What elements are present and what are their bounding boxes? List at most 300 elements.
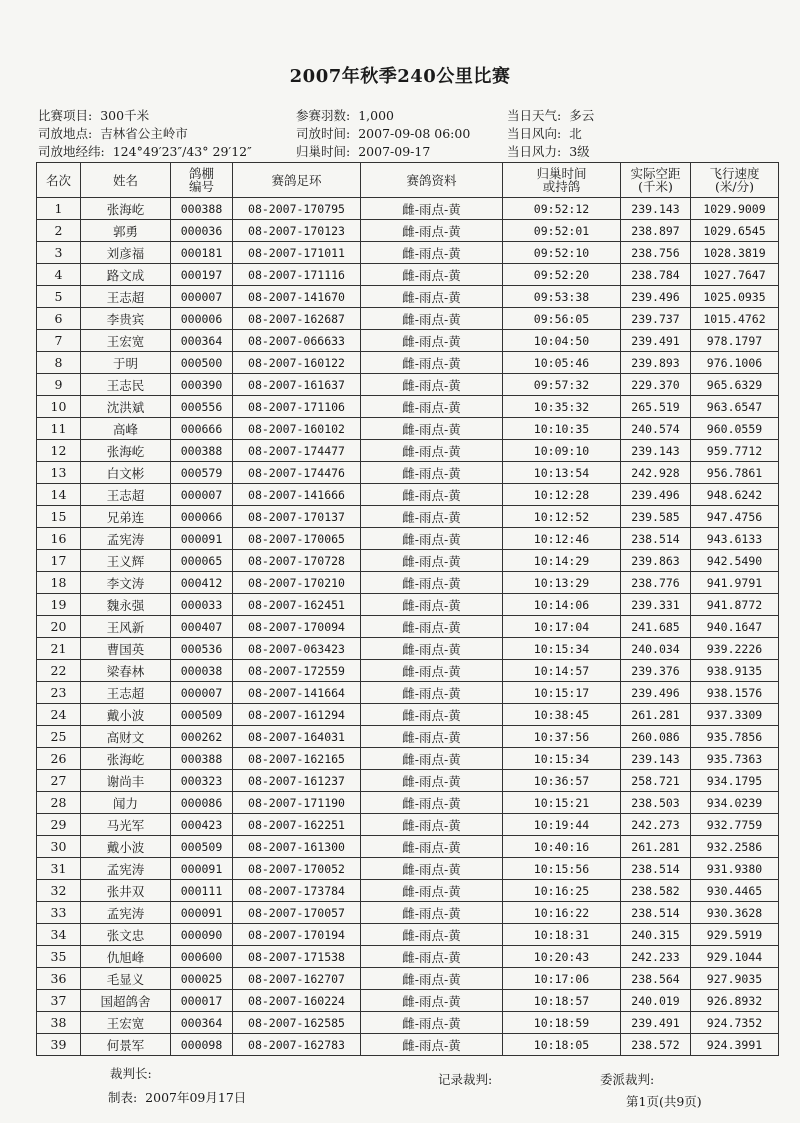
table-row xyxy=(37,550,779,572)
name-cell: 马光军 xyxy=(81,814,171,836)
info-key: 当日风力: xyxy=(507,144,562,159)
distance-cell: 239.863 xyxy=(621,550,691,572)
rank-cell: 27 xyxy=(37,770,81,792)
table-row xyxy=(37,528,779,550)
rank-cell: 18 xyxy=(37,572,81,594)
ring-cell: 08-2007-170057 xyxy=(233,902,361,924)
pigeon-info-cell: 雌-雨点-黄 xyxy=(361,924,503,946)
distance-cell: 239.496 xyxy=(621,682,691,704)
loft-no-cell: 000197 xyxy=(171,264,233,286)
speed-cell: 938.9135 xyxy=(691,660,779,682)
ring-cell: 08-2007-161300 xyxy=(233,836,361,858)
table-row xyxy=(37,638,779,660)
ring-cell: 08-2007-162251 xyxy=(233,814,361,836)
table-row xyxy=(37,792,779,814)
return-time-cell: 10:13:54 xyxy=(503,462,621,484)
rank-cell: 12 xyxy=(37,440,81,462)
speed-cell: 965.6329 xyxy=(691,374,779,396)
return-time-cell: 10:15:17 xyxy=(503,682,621,704)
return-time-cell: 10:15:34 xyxy=(503,638,621,660)
table-row xyxy=(37,990,779,1012)
return-time-cell: 09:53:38 xyxy=(503,286,621,308)
pigeon-info-cell: 雌-雨点-黄 xyxy=(361,770,503,792)
pigeon-info-cell: 雌-雨点-黄 xyxy=(361,550,503,572)
pigeon-info-cell: 雌-雨点-黄 xyxy=(361,638,503,660)
pigeon-info-cell: 雌-雨点-黄 xyxy=(361,396,503,418)
return-time-cell: 10:14:06 xyxy=(503,594,621,616)
return-time-cell: 10:15:56 xyxy=(503,858,621,880)
ring-cell: 08-2007-162165 xyxy=(233,748,361,770)
ring-cell: 08-2007-171106 xyxy=(233,396,361,418)
info-item xyxy=(507,124,582,142)
distance-cell: 239.491 xyxy=(621,330,691,352)
loft-no-cell: 000090 xyxy=(171,924,233,946)
distance-cell: 258.721 xyxy=(621,770,691,792)
loft-no-cell: 000007 xyxy=(171,682,233,704)
info-key: 司放地经纬: xyxy=(38,144,105,159)
name-cell: 闻力 xyxy=(81,792,171,814)
table-row xyxy=(37,440,779,462)
info-item xyxy=(507,106,594,124)
ring-cell: 08-2007-162451 xyxy=(233,594,361,616)
table-row xyxy=(37,946,779,968)
return-time-cell: 10:40:16 xyxy=(503,836,621,858)
pigeon-info-cell: 雌-雨点-黄 xyxy=(361,528,503,550)
rank-cell: 37 xyxy=(37,990,81,1012)
rank-cell: 3 xyxy=(37,242,81,264)
return-time-cell: 10:18:59 xyxy=(503,1012,621,1034)
header-name: 姓名 xyxy=(81,163,171,198)
return-time-cell: 09:52:10 xyxy=(503,242,621,264)
page-title: 2007年秋季240公里比赛 xyxy=(289,66,511,87)
distance-cell: 238.582 xyxy=(621,880,691,902)
pigeon-info-cell: 雌-雨点-黄 xyxy=(361,286,503,308)
pigeon-info-cell: 雌-雨点-黄 xyxy=(361,198,503,220)
info-value: 多云 xyxy=(569,108,595,123)
return-time-cell: 10:12:52 xyxy=(503,506,621,528)
return-time-cell: 09:52:12 xyxy=(503,198,621,220)
rank-cell: 26 xyxy=(37,748,81,770)
table-row xyxy=(37,968,779,990)
info-value: 300千米 xyxy=(100,108,150,123)
made-date: 2007年09月17日 xyxy=(145,1090,247,1105)
speed-cell: 1025.0935 xyxy=(691,286,779,308)
name-cell: 高峰 xyxy=(81,418,171,440)
pigeon-info-cell: 雌-雨点-黄 xyxy=(361,506,503,528)
table-row xyxy=(37,286,779,308)
name-cell: 张海屹 xyxy=(81,440,171,462)
name-cell: 魏永强 xyxy=(81,594,171,616)
name-cell: 刘彦福 xyxy=(81,242,171,264)
pigeon-info-cell: 雌-雨点-黄 xyxy=(361,836,503,858)
table-row xyxy=(37,902,779,924)
name-cell: 王志民 xyxy=(81,374,171,396)
return-time-cell: 10:18:57 xyxy=(503,990,621,1012)
info-key: 参赛羽数: xyxy=(296,108,351,123)
rank-cell: 33 xyxy=(37,902,81,924)
rank-cell: 36 xyxy=(37,968,81,990)
distance-cell: 239.491 xyxy=(621,1012,691,1034)
info-key: 比赛项目: xyxy=(38,108,93,123)
distance-cell: 239.893 xyxy=(621,352,691,374)
speed-cell: 929.5919 xyxy=(691,924,779,946)
pigeon-info-cell: 雌-雨点-黄 xyxy=(361,484,503,506)
pigeon-info-cell: 雌-雨点-黄 xyxy=(361,418,503,440)
return-time-cell: 10:15:21 xyxy=(503,792,621,814)
speed-cell: 931.9380 xyxy=(691,858,779,880)
info-value: 124°49′23″/43° 29′12″ xyxy=(112,144,252,159)
rank-cell: 19 xyxy=(37,594,81,616)
speed-cell: 930.3628 xyxy=(691,902,779,924)
pigeon-info-cell: 雌-雨点-黄 xyxy=(361,946,503,968)
ring-cell: 08-2007-171011 xyxy=(233,242,361,264)
pigeon-info-cell: 雌-雨点-黄 xyxy=(361,726,503,748)
speed-cell: 924.3991 xyxy=(691,1034,779,1056)
distance-cell: 265.519 xyxy=(621,396,691,418)
loft-no-cell: 000006 xyxy=(171,308,233,330)
ring-cell: 08-2007-171538 xyxy=(233,946,361,968)
rank-cell: 6 xyxy=(37,308,81,330)
return-time-cell: 10:37:56 xyxy=(503,726,621,748)
return-time-cell: 10:36:57 xyxy=(503,770,621,792)
name-cell: 谢尚丰 xyxy=(81,770,171,792)
name-cell: 张海屹 xyxy=(81,748,171,770)
name-cell: 路文成 xyxy=(81,264,171,286)
name-cell: 梁春林 xyxy=(81,660,171,682)
ring-cell: 08-2007-170194 xyxy=(233,924,361,946)
made-by-label: 制表: xyxy=(108,1090,138,1105)
loft-no-cell: 000098 xyxy=(171,1034,233,1056)
name-cell: 李文涛 xyxy=(81,572,171,594)
speed-cell: 937.3309 xyxy=(691,704,779,726)
table-row xyxy=(37,616,779,638)
rank-cell: 24 xyxy=(37,704,81,726)
info-value: 吉林省公主岭市 xyxy=(100,126,188,141)
ring-cell: 08-2007-162783 xyxy=(233,1034,361,1056)
loft-no-cell: 000007 xyxy=(171,286,233,308)
speed-cell: 934.1795 xyxy=(691,770,779,792)
pigeon-info-cell: 雌-雨点-黄 xyxy=(361,990,503,1012)
info-value: 1,000 xyxy=(358,108,395,123)
ring-cell: 08-2007-141664 xyxy=(233,682,361,704)
speed-cell: 978.1797 xyxy=(691,330,779,352)
table-row xyxy=(37,484,779,506)
ring-cell: 08-2007-160122 xyxy=(233,352,361,374)
speed-cell: 943.6133 xyxy=(691,528,779,550)
rank-cell: 8 xyxy=(37,352,81,374)
return-time-cell: 10:17:06 xyxy=(503,968,621,990)
loft-no-cell: 000388 xyxy=(171,198,233,220)
info-item xyxy=(296,142,430,160)
rank-cell: 9 xyxy=(37,374,81,396)
return-time-cell: 10:15:34 xyxy=(503,748,621,770)
speed-cell: 960.0559 xyxy=(691,418,779,440)
ring-cell: 08-2007-162707 xyxy=(233,968,361,990)
rank-cell: 20 xyxy=(37,616,81,638)
table-row xyxy=(37,748,779,770)
speed-cell: 939.2226 xyxy=(691,638,779,660)
rank-cell: 17 xyxy=(37,550,81,572)
speed-cell: 1015.4762 xyxy=(691,308,779,330)
table-row xyxy=(37,814,779,836)
name-cell: 王风新 xyxy=(81,616,171,638)
ring-cell: 08-2007-066633 xyxy=(233,330,361,352)
rank-cell: 15 xyxy=(37,506,81,528)
distance-cell: 239.585 xyxy=(621,506,691,528)
name-cell: 王志超 xyxy=(81,484,171,506)
table-row xyxy=(37,770,779,792)
table-row xyxy=(37,396,779,418)
return-time-cell: 10:18:31 xyxy=(503,924,621,946)
rank-cell: 30 xyxy=(37,836,81,858)
loft-no-cell: 000111 xyxy=(171,880,233,902)
ring-cell: 08-2007-171116 xyxy=(233,264,361,286)
header-distance: 实际空距 (千米) xyxy=(621,163,691,198)
pigeon-info-cell: 雌-雨点-黄 xyxy=(361,264,503,286)
speed-cell: 929.1044 xyxy=(691,946,779,968)
distance-cell: 261.281 xyxy=(621,704,691,726)
rank-cell: 39 xyxy=(37,1034,81,1056)
table-row xyxy=(37,220,779,242)
pigeon-info-cell: 雌-雨点-黄 xyxy=(361,440,503,462)
speed-cell: 941.8772 xyxy=(691,594,779,616)
rank-cell: 34 xyxy=(37,924,81,946)
pigeon-info-cell: 雌-雨点-黄 xyxy=(361,462,503,484)
rank-cell: 21 xyxy=(37,638,81,660)
return-time-cell: 10:16:25 xyxy=(503,880,621,902)
loft-no-cell: 000066 xyxy=(171,506,233,528)
name-cell: 仇旭峰 xyxy=(81,946,171,968)
name-cell: 高财文 xyxy=(81,726,171,748)
chief-judge-label: 裁判长: xyxy=(110,1066,152,1081)
distance-cell: 238.572 xyxy=(621,1034,691,1056)
return-time-cell: 10:05:46 xyxy=(503,352,621,374)
loft-no-cell: 000323 xyxy=(171,770,233,792)
return-time-cell: 10:10:35 xyxy=(503,418,621,440)
table-row xyxy=(37,374,779,396)
loft-no-cell: 000086 xyxy=(171,792,233,814)
speed-cell: 1029.9009 xyxy=(691,198,779,220)
pigeon-info-cell: 雌-雨点-黄 xyxy=(361,792,503,814)
name-cell: 孟宪涛 xyxy=(81,528,171,550)
distance-cell: 238.514 xyxy=(621,528,691,550)
distance-cell: 240.034 xyxy=(621,638,691,660)
loft-no-cell: 000364 xyxy=(171,330,233,352)
rank-cell: 29 xyxy=(37,814,81,836)
pigeon-info-cell: 雌-雨点-黄 xyxy=(361,748,503,770)
name-cell: 王宏宽 xyxy=(81,1012,171,1034)
loft-no-cell: 000556 xyxy=(171,396,233,418)
ring-cell: 08-2007-174476 xyxy=(233,462,361,484)
rank-cell: 35 xyxy=(37,946,81,968)
name-cell: 白文彬 xyxy=(81,462,171,484)
loft-no-cell: 000025 xyxy=(171,968,233,990)
name-cell: 王志超 xyxy=(81,286,171,308)
name-cell: 戴小波 xyxy=(81,836,171,858)
rank-cell: 31 xyxy=(37,858,81,880)
loft-no-cell: 000388 xyxy=(171,748,233,770)
ring-cell: 08-2007-173784 xyxy=(233,880,361,902)
loft-no-cell: 000509 xyxy=(171,704,233,726)
table-row xyxy=(37,242,779,264)
table-row xyxy=(37,572,779,594)
distance-cell: 238.897 xyxy=(621,220,691,242)
return-time-cell: 10:14:57 xyxy=(503,660,621,682)
table-row xyxy=(37,682,779,704)
return-time-cell: 10:18:05 xyxy=(503,1034,621,1056)
pigeon-info-cell: 雌-雨点-黄 xyxy=(361,242,503,264)
header-return-time: 归巢时间 或持鸽 xyxy=(503,163,621,198)
pigeon-info-cell: 雌-雨点-黄 xyxy=(361,594,503,616)
speed-cell: 956.7861 xyxy=(691,462,779,484)
pigeon-info-cell: 雌-雨点-黄 xyxy=(361,572,503,594)
loft-no-cell: 000091 xyxy=(171,858,233,880)
loft-no-cell: 000007 xyxy=(171,484,233,506)
return-time-cell: 10:13:29 xyxy=(503,572,621,594)
rank-cell: 5 xyxy=(37,286,81,308)
speed-cell: 935.7363 xyxy=(691,748,779,770)
pigeon-info-cell: 雌-雨点-黄 xyxy=(361,308,503,330)
return-time-cell: 10:35:32 xyxy=(503,396,621,418)
distance-cell: 240.574 xyxy=(621,418,691,440)
distance-cell: 238.564 xyxy=(621,968,691,990)
speed-cell: 948.6242 xyxy=(691,484,779,506)
distance-cell: 238.514 xyxy=(621,858,691,880)
info-item xyxy=(38,124,188,142)
ring-cell: 08-2007-063423 xyxy=(233,638,361,660)
distance-cell: 239.376 xyxy=(621,660,691,682)
speed-cell: 926.8932 xyxy=(691,990,779,1012)
loft-no-cell: 000364 xyxy=(171,1012,233,1034)
speed-cell: 930.4465 xyxy=(691,880,779,902)
pigeon-info-cell: 雌-雨点-黄 xyxy=(361,660,503,682)
table-row xyxy=(37,704,779,726)
distance-cell: 239.737 xyxy=(621,308,691,330)
loft-no-cell: 000065 xyxy=(171,550,233,572)
return-time-cell: 10:12:46 xyxy=(503,528,621,550)
speed-cell: 1029.6545 xyxy=(691,220,779,242)
speed-cell: 976.1006 xyxy=(691,352,779,374)
info-value: 北 xyxy=(569,126,582,141)
distance-cell: 229.370 xyxy=(621,374,691,396)
loft-no-cell: 000262 xyxy=(171,726,233,748)
loft-no-cell: 000500 xyxy=(171,352,233,374)
speed-cell: 935.7856 xyxy=(691,726,779,748)
loft-no-cell: 000036 xyxy=(171,220,233,242)
loft-no-cell: 000509 xyxy=(171,836,233,858)
ring-cell: 08-2007-170795 xyxy=(233,198,361,220)
name-cell: 孟宪涛 xyxy=(81,902,171,924)
recorder-label: 记录裁判: xyxy=(438,1072,493,1087)
distance-cell: 241.685 xyxy=(621,616,691,638)
name-cell: 于明 xyxy=(81,352,171,374)
pigeon-info-cell: 雌-雨点-黄 xyxy=(361,880,503,902)
loft-no-cell: 000033 xyxy=(171,594,233,616)
loft-no-cell: 000091 xyxy=(171,528,233,550)
distance-cell: 242.233 xyxy=(621,946,691,968)
rank-cell: 25 xyxy=(37,726,81,748)
info-key: 司放时间: xyxy=(296,126,351,141)
rank-cell: 16 xyxy=(37,528,81,550)
rank-cell: 4 xyxy=(37,264,81,286)
pigeon-info-cell: 雌-雨点-黄 xyxy=(361,814,503,836)
results-table xyxy=(36,162,779,1056)
delegate-judge-label: 委派裁判: xyxy=(600,1072,655,1087)
table-row xyxy=(37,330,779,352)
return-time-cell: 09:56:05 xyxy=(503,308,621,330)
name-cell: 张井双 xyxy=(81,880,171,902)
distance-cell: 240.315 xyxy=(621,924,691,946)
table-row xyxy=(37,308,779,330)
name-cell: 国超鸽舍 xyxy=(81,990,171,1012)
pigeon-info-cell: 雌-雨点-黄 xyxy=(361,330,503,352)
loft-no-cell: 000388 xyxy=(171,440,233,462)
speed-cell: 947.4756 xyxy=(691,506,779,528)
pigeon-info-cell: 雌-雨点-黄 xyxy=(361,858,503,880)
return-time-cell: 10:14:29 xyxy=(503,550,621,572)
return-time-cell: 10:17:04 xyxy=(503,616,621,638)
table-row xyxy=(37,198,779,220)
ring-cell: 08-2007-172559 xyxy=(233,660,361,682)
info-value: 3级 xyxy=(569,144,590,159)
info-key: 当日风向: xyxy=(507,126,562,141)
speed-cell: 932.7759 xyxy=(691,814,779,836)
return-time-cell: 09:52:20 xyxy=(503,264,621,286)
table-row xyxy=(37,462,779,484)
distance-cell: 260.086 xyxy=(621,726,691,748)
return-time-cell: 10:19:44 xyxy=(503,814,621,836)
loft-no-cell: 000407 xyxy=(171,616,233,638)
return-time-cell: 10:04:50 xyxy=(503,330,621,352)
rank-cell: 10 xyxy=(37,396,81,418)
speed-cell: 941.9791 xyxy=(691,572,779,594)
info-key: 司放地点: xyxy=(38,126,93,141)
loft-no-cell: 000038 xyxy=(171,660,233,682)
name-cell: 毛显义 xyxy=(81,968,171,990)
header-loft-no: 鸽棚 编号 xyxy=(171,163,233,198)
speed-cell: 927.9035 xyxy=(691,968,779,990)
table-row xyxy=(37,594,779,616)
pigeon-info-cell: 雌-雨点-黄 xyxy=(361,220,503,242)
ring-cell: 08-2007-161237 xyxy=(233,770,361,792)
return-time-cell: 10:38:45 xyxy=(503,704,621,726)
ring-cell: 08-2007-170094 xyxy=(233,616,361,638)
name-cell: 郭勇 xyxy=(81,220,171,242)
header-pigeon-info: 赛鸽资料 xyxy=(361,163,503,198)
loft-no-cell: 000666 xyxy=(171,418,233,440)
pigeon-info-cell: 雌-雨点-黄 xyxy=(361,374,503,396)
table-row xyxy=(37,506,779,528)
ring-cell: 08-2007-174477 xyxy=(233,440,361,462)
info-item xyxy=(507,142,590,160)
name-cell: 沈洪斌 xyxy=(81,396,171,418)
ring-cell: 08-2007-141670 xyxy=(233,286,361,308)
ring-cell: 08-2007-161294 xyxy=(233,704,361,726)
distance-cell: 239.331 xyxy=(621,594,691,616)
pigeon-info-cell: 雌-雨点-黄 xyxy=(361,968,503,990)
table-body xyxy=(37,198,779,1056)
table-row xyxy=(37,660,779,682)
ring-cell: 08-2007-161637 xyxy=(233,374,361,396)
name-cell: 兄弟连 xyxy=(81,506,171,528)
speed-cell: 942.5490 xyxy=(691,550,779,572)
made-by xyxy=(108,1088,246,1106)
table-row xyxy=(37,858,779,880)
name-cell: 王义辉 xyxy=(81,550,171,572)
name-cell: 张海屹 xyxy=(81,198,171,220)
speed-cell: 924.7352 xyxy=(691,1012,779,1034)
pigeon-info-cell: 雌-雨点-黄 xyxy=(361,704,503,726)
